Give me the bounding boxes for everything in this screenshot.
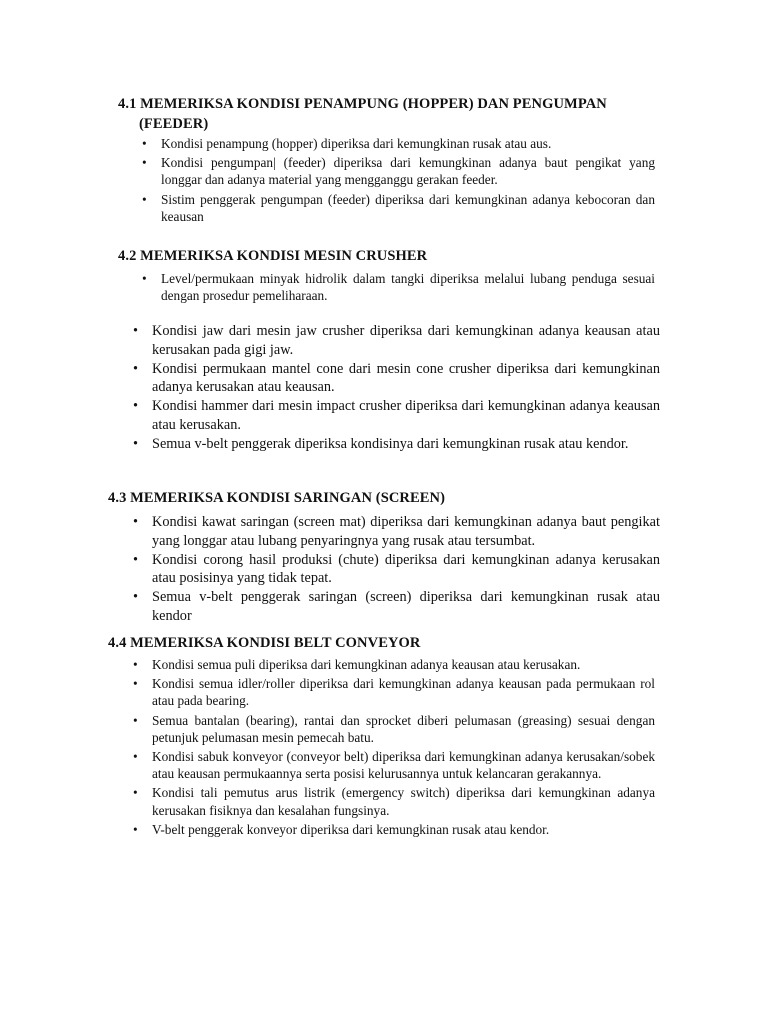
list-item: • Sistim penggerak pengumpan (feeder) diperiksa dari kemungkinan adanya kebocoran dan keausan (142, 191, 655, 224)
bullet-icon: • (133, 323, 139, 339)
list-item: • Kondisi sabuk konveyor (conveyor belt) diperiksa dari kemungkinan adanya kerusakan/sobek atau keausan permukaannya serta posisi kelurusannya untuk kelancaran gerakannya. (133, 749, 655, 782)
section-4-2-list-a (142, 270, 655, 306)
section-4-4-list (133, 656, 655, 840)
bullet-icon: • (142, 191, 147, 207)
section-4-3-list (133, 513, 660, 626)
list-item: • Semua v-belt penggerak saringan (screen) diperiksa dari kemungkinan rusak atau kendor (133, 589, 660, 624)
section-heading-4-4: 4.4 MEMERIKSA KONDISI BELT CONVEYOR (108, 635, 421, 651)
bullet-icon: • (133, 676, 138, 692)
list-item: • Semua v-belt penggerak diperiksa kondisinya dari kemungkinan rusak atau kendor. (133, 435, 629, 452)
section-heading-4-3: 4.3 MEMERIKSA KONDISI SARINGAN (SCREEN) (108, 490, 446, 506)
list-item: • Semua bantalan (bearing), rantai dan sprocket diberi pelumasan (greasing) sesuai dengan petunjuk pelumasan mesin pemecah batu. (133, 712, 655, 745)
list-item: • Kondisi pengumpan| (feeder) diperiksa dari kemungkinan adanya baut pengikat yang longgar dan adanya material yang mengganggu gerakan feeder. (142, 155, 655, 188)
bullet-icon: • (142, 155, 147, 171)
bullet-icon: • (142, 271, 147, 286)
bullet-icon: • (133, 749, 138, 765)
bullet-icon: • (133, 821, 138, 837)
list-item: • Kondisi kawat saringan (screen mat) diperiksa dari kemungkinan adanya baut pengikat yang longgar atau lubang penyaringnya yang rusak atau tersumbat. (133, 514, 660, 549)
list-item: • Kondisi corong hasil produksi (chute) diperiksa dari kemungkinan adanya kerusakan atau posisinya yang tidak tepat. (133, 551, 660, 587)
list-item: • Kondisi permukaan mantel cone dari mesin cone crusher diperiksa dari kemungkinan adanya kerusakan atau keausan. (133, 360, 660, 396)
section-heading-4-1 (118, 94, 658, 134)
section-heading-4-2: 4.2 MEMERIKSA KONDISI MESIN CRUSHER (118, 248, 428, 264)
bullet-icon: • (133, 657, 138, 672)
bullet-icon: • (133, 360, 139, 377)
list-item: • Kondisi jaw dari mesin jaw crusher diperiksa dari kemungkinan adanya keausan atau kerusakan pada gigi jaw. (133, 323, 660, 358)
section-4-2-list-b (133, 322, 660, 454)
list-item: • V-belt penggerak konveyor diperiksa dari kemungkinan rusak atau kendor. (133, 821, 550, 837)
list-item: • Kondisi semua puli diperiksa dari kemungkinan adanya keausan atau kerusakan. (133, 657, 581, 672)
section-4-1-list (142, 135, 655, 227)
bullet-icon: • (142, 136, 147, 151)
bullet-icon: • (133, 589, 139, 606)
bullet-icon: • (133, 398, 139, 415)
section-heading-4-1-line2: (FEEDER) (139, 116, 209, 132)
bullet-icon: • (133, 435, 139, 452)
bullet-icon: • (133, 785, 138, 801)
list-item: • Kondisi hammer dari mesin impact crusher diperiksa dari kemungkinan adanya keausan atau kerusakan. (133, 398, 660, 433)
bullet-icon: • (133, 712, 138, 728)
list-item: • Kondisi penampung (hopper) diperiksa dari kemungkinan rusak atau aus. (142, 136, 552, 151)
list-item: • Kondisi semua idler/roller diperiksa dari kemungkinan adanya keausan pada permukaan rol atau pada bearing. (133, 676, 655, 709)
list-item: • Kondisi tali pemutus arus listrik (emergency switch) diperiksa dari kemungkinan adanya kerusakan fisiknya dan kesalahan fungsinya. (133, 785, 655, 818)
section-heading-4-1-line1: 4.1 MEMERIKSA KONDISI PENAMPUNG (HOPPER) DAN PENGUMPAN (118, 96, 607, 112)
bullet-icon: • (133, 514, 139, 530)
bullet-icon: • (133, 551, 139, 568)
list-item: • Level/permukaan minyak hidrolik dalam tangki diperiksa melalui lubang penduga sesuai dengan prosedur pemeliharaan. (142, 271, 655, 304)
